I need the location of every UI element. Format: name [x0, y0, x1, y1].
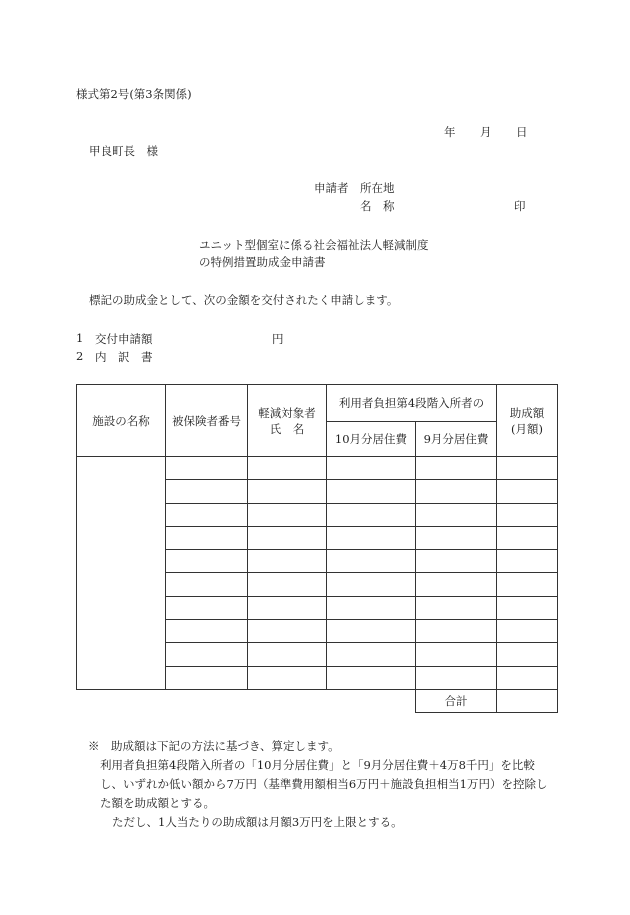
- header-facility-name: 施設の名称: [77, 385, 166, 457]
- header-grant-amount-line-1: 助成額: [509, 405, 545, 420]
- item-1-label: 交付申請額: [95, 332, 153, 346]
- seal-mark: 印: [514, 199, 526, 213]
- table-cell[interactable]: [416, 457, 497, 480]
- header-target-person-line-2: 氏 名: [269, 421, 305, 436]
- header-insured-number: 被保険者番号: [166, 385, 248, 457]
- table-cell[interactable]: [166, 480, 248, 503]
- table-cell[interactable]: [327, 643, 416, 666]
- table-cell[interactable]: [327, 620, 416, 643]
- table-cell[interactable]: [497, 596, 558, 619]
- address-label: 所在地: [360, 181, 395, 195]
- table-cell[interactable]: [248, 550, 327, 573]
- header-grant-amount: [497, 385, 558, 457]
- table-cell[interactable]: [327, 596, 416, 619]
- item-2-number: 2: [76, 349, 84, 363]
- table-cell[interactable]: [497, 666, 558, 689]
- note-line-1: ※ 助成額は下記の方法に基づき、算定します。: [88, 739, 340, 753]
- item-1-number: 1: [76, 331, 84, 345]
- header-tier4-residents: 利用者負担第4段階入所者の: [327, 385, 497, 422]
- header-target-person-line-1: 軽減対象者: [258, 405, 316, 420]
- table-cell[interactable]: [327, 480, 416, 503]
- table-cell[interactable]: [497, 620, 558, 643]
- table-cell[interactable]: [416, 643, 497, 666]
- total-row: [77, 689, 558, 712]
- table-cell[interactable]: [416, 480, 497, 503]
- name-label: 名 称: [360, 199, 395, 213]
- breakdown-table: [76, 384, 558, 713]
- date-month-label: 月: [480, 125, 492, 139]
- table-cell[interactable]: [327, 457, 416, 480]
- table-cell[interactable]: [497, 526, 558, 549]
- total-label: 合計: [416, 689, 497, 712]
- item-2-label: 内 訳 書: [95, 350, 153, 364]
- note-line-4: た額を助成額とする。: [100, 796, 215, 810]
- note-line-5: ただし、1人当たりの助成額は月額3万円を上限とする。: [112, 815, 403, 829]
- table-cell[interactable]: [248, 596, 327, 619]
- header-grant-amount-line-2: (月額): [511, 421, 543, 436]
- table-cell[interactable]: [166, 596, 248, 619]
- table-cell[interactable]: [497, 503, 558, 526]
- table-cell[interactable]: [416, 666, 497, 689]
- table-cell[interactable]: [166, 620, 248, 643]
- note-line-3: し、いずれか低い額から7万円（基準費用額相当6万円＋施設負担相当1万円）を控除し: [100, 777, 548, 791]
- table-cell[interactable]: [327, 666, 416, 689]
- table-cell[interactable]: [327, 573, 416, 596]
- table-cell[interactable]: [248, 666, 327, 689]
- table-cell[interactable]: [497, 573, 558, 596]
- table-cell[interactable]: [166, 666, 248, 689]
- table-cell[interactable]: [248, 643, 327, 666]
- table-cell[interactable]: [166, 643, 248, 666]
- table-row: [77, 457, 558, 480]
- table-cell[interactable]: [327, 526, 416, 549]
- table-cell[interactable]: [416, 573, 497, 596]
- table-cell[interactable]: [416, 526, 497, 549]
- table-cell[interactable]: [166, 526, 248, 549]
- header-target-person: [248, 385, 327, 457]
- header-october-housing: 10月分居住費: [327, 422, 416, 457]
- table-cell[interactable]: [166, 550, 248, 573]
- table-cell[interactable]: [497, 480, 558, 503]
- document-title-line-1: ユニット型個室に係る社会福祉法人軽減制度: [199, 238, 429, 252]
- table-cell[interactable]: [327, 503, 416, 526]
- table-cell[interactable]: [166, 503, 248, 526]
- item-1-unit: 円: [272, 332, 284, 346]
- addressee: 甲良町長 様: [89, 144, 158, 158]
- date-year-label: 年: [444, 125, 456, 139]
- total-row-spacer: [77, 689, 416, 712]
- table-cell[interactable]: [248, 457, 327, 480]
- table-cell[interactable]: [416, 620, 497, 643]
- facility-name-cell[interactable]: [77, 457, 166, 690]
- table-cell[interactable]: [497, 643, 558, 666]
- note-line-2: 利用者負担第4段階入所者の「10月分居住費」と「9月分居住費＋4万8千円」を比較: [100, 758, 535, 772]
- table-cell[interactable]: [248, 503, 327, 526]
- table-cell[interactable]: [416, 596, 497, 619]
- table-cell[interactable]: [497, 550, 558, 573]
- intro-text: 標記の助成金として、次の金額を交付されたく申請します。: [89, 293, 399, 307]
- date-day-label: 日: [516, 125, 528, 139]
- table-cell[interactable]: [416, 550, 497, 573]
- table-cell[interactable]: [248, 480, 327, 503]
- table-cell[interactable]: [166, 457, 248, 480]
- table-cell[interactable]: [327, 550, 416, 573]
- table-cell[interactable]: [416, 503, 497, 526]
- table-cell[interactable]: [248, 620, 327, 643]
- total-amount-cell[interactable]: [497, 689, 558, 712]
- header-september-housing: 9月分居住費: [416, 422, 497, 457]
- applicant-label: 申請者: [314, 181, 349, 195]
- document-title-line-2: の特例措置助成金申請書: [199, 255, 326, 269]
- table-cell[interactable]: [248, 526, 327, 549]
- form-number: 様式第2号(第3条関係): [76, 87, 192, 101]
- table-cell[interactable]: [497, 457, 558, 480]
- table-cell[interactable]: [248, 573, 327, 596]
- table-cell[interactable]: [166, 573, 248, 596]
